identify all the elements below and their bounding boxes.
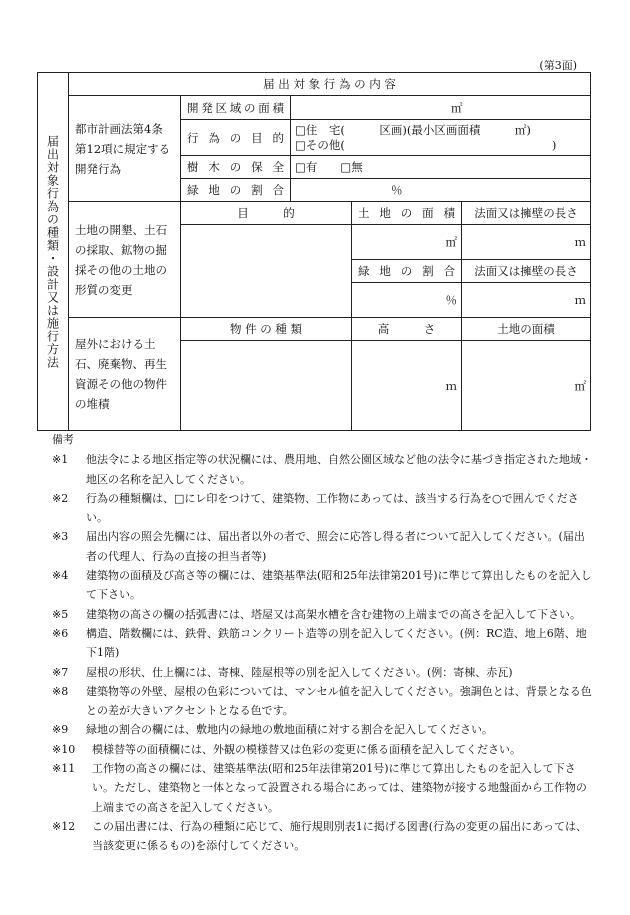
land-area-col-header-2: 土地の面積: [462, 318, 591, 341]
note-item: [52, 624, 592, 663]
note-mark: ※4: [52, 569, 69, 583]
tree-preservation-label: 樹 木 の 保 全: [181, 156, 291, 179]
note-text: 届出内容の照会先欄には、届出者以外の者で、照会に応答し得る者について記入してください。(届出者の代理人、行為の直接の担当者等): [86, 530, 585, 563]
note-item: [52, 566, 592, 605]
item-type-field[interactable]: [181, 341, 352, 431]
dev-area-label: 開発区域の面積: [181, 96, 291, 120]
slope-length-unit-2: ｍ: [574, 293, 587, 307]
purpose-field[interactable]: [291, 120, 591, 156]
note-text: 緑地の割合の欄には、敷地内の緑地の敷地面積に対する割合を記入してください。: [86, 723, 493, 737]
note-text: 屋根の形状、仕上欄には、寄棟、陸屋根等の別を記入してください。(例：寄棟、赤瓦): [86, 665, 513, 679]
note-text: 構造、階数欄には、鉄骨、鉄筋コンクリート造等の別を記入してください。(例：RC造、地上6階、地下1階): [86, 626, 587, 660]
notes-section: [52, 430, 592, 856]
note-mark: ※6: [52, 626, 69, 640]
note-mark: ※5: [52, 607, 69, 621]
item-type-col-header: 物 件 の 種 類: [181, 318, 352, 341]
height-col-header: 高 さ: [352, 318, 462, 341]
note-mark: ※1: [52, 453, 69, 467]
note-item: [52, 527, 592, 566]
dev-area-field[interactable]: [291, 96, 591, 120]
note-text: 建築物等の外壁、屋根の色彩については、マンセル値を記入してください。強調色とは、背景となる色との差が大きいアクセントとなる色です。: [86, 684, 592, 718]
page-number-label: (第3面): [539, 59, 577, 72]
note-mark: ※3: [52, 530, 69, 544]
note-text: 模様替等の面積欄には、外観の模様替又は色彩の変更に係る面積を記入してください。: [92, 742, 521, 756]
note-item: [52, 663, 592, 682]
note-item: [52, 817, 592, 856]
land-area-col-header: 土 地 の 面 積: [352, 202, 462, 225]
note-text: 工作物の高さの欄には、建築基準法(昭和25年法律第201号)に準じて算出したものを記入して下さい。ただし、建築物と一体となって設置される場合にあっては、建築物が接する地盤面から工作物の上端までの高さを記入してください。: [92, 762, 587, 814]
note-item: [52, 759, 592, 817]
note-item: [52, 740, 592, 759]
slope-length-field[interactable]: [462, 225, 591, 260]
dev-area-unit: ㎡: [451, 100, 463, 115]
sec1-label: 都市計画法第4条第12項に規定する開発行為: [69, 96, 181, 202]
height-field[interactable]: [352, 341, 462, 431]
green-ratio-unit: ％: [391, 183, 403, 197]
sec2-label: 土地の開墾、土石の採取、鉱物の掘採その他の土地の形質の変更: [69, 202, 181, 318]
purpose-col-header: 目 的: [181, 202, 352, 225]
note-item: [52, 450, 592, 489]
slope-length-col-header-2: 法面又は擁壁の長さ: [462, 260, 591, 283]
land-area-field[interactable]: [352, 225, 462, 260]
slope-length-col-header: 法面又は擁壁の長さ: [462, 202, 591, 225]
note-mark: ※8: [52, 684, 69, 698]
tree-preservation-options[interactable]: □有 □無: [291, 156, 591, 179]
purpose-label: 行 為 の 目 的: [181, 120, 291, 156]
note-mark: ※11: [52, 762, 76, 776]
notes-title: 備考: [52, 433, 74, 446]
green-ratio-field-2[interactable]: [352, 283, 462, 318]
note-mark: ※2: [52, 491, 69, 505]
note-item: [52, 605, 592, 624]
notification-content-table: [37, 72, 591, 431]
sec3-label: 屋外における土石、廃棄物、再生資源その他の物件の堆積: [69, 318, 181, 431]
side-label: 届出対象行為の種類・設計又は施行方法: [38, 73, 69, 431]
purpose-other-option[interactable]: □その他( ): [295, 137, 557, 152]
note-mark: ※9: [52, 723, 69, 737]
land-area-unit: ㎡: [445, 235, 457, 249]
note-item: [52, 720, 592, 739]
green-ratio-field[interactable]: [291, 179, 591, 202]
note-item: [52, 682, 592, 721]
green-ratio-label: 緑 地 の 割 合: [181, 179, 291, 202]
land-area-field-2[interactable]: [462, 341, 591, 431]
green-ratio-unit-2: ％: [445, 293, 457, 307]
purpose-field-2[interactable]: [181, 225, 352, 318]
note-mark: ※7: [52, 665, 69, 679]
note-text: この届出書には、行為の種類に応じて、施行規則別表1に掲げる図書(行為の変更の届出にあっては、当該変更に係るもの)を添付してください。: [92, 819, 587, 853]
height-unit: ｍ: [445, 378, 457, 393]
note-mark: ※10: [52, 742, 76, 756]
purpose-housing-option[interactable]: □住 宅( 区画)(最小区画面積 ㎡): [295, 122, 531, 137]
green-ratio-col-header: 緑 地 の 割 合: [352, 260, 462, 283]
note-text: 建築物の高さの欄の括弧書には、塔屋又は高架水槽を含む建物の上端までの高さを記入して下さい。: [86, 607, 581, 621]
note-text: 建築物の面積及び高さ等の欄には、建築基準法(昭和25年法律第201号)に準じて算出したものを記入して下さい。: [86, 569, 592, 602]
land-area-unit-2: ㎡: [574, 378, 587, 393]
note-text: 他法令による地区指定等の状況欄には、農用地、自然公園区域など他の法令に基づき指定された地域・地区の名称を記入してください。: [86, 453, 592, 486]
table-header: 届 出 対 象 行 為 の 内 容: [69, 73, 591, 96]
note-text: 行為の種類欄は、□にレ印をつけて、建築物、工作物にあっては、該当する行為を○で囲んでください。: [86, 491, 579, 525]
note-mark: ※12: [52, 819, 76, 833]
note-item: [52, 489, 592, 528]
slope-length-unit: ｍ: [574, 235, 587, 249]
slope-length-field-2[interactable]: [462, 283, 591, 318]
